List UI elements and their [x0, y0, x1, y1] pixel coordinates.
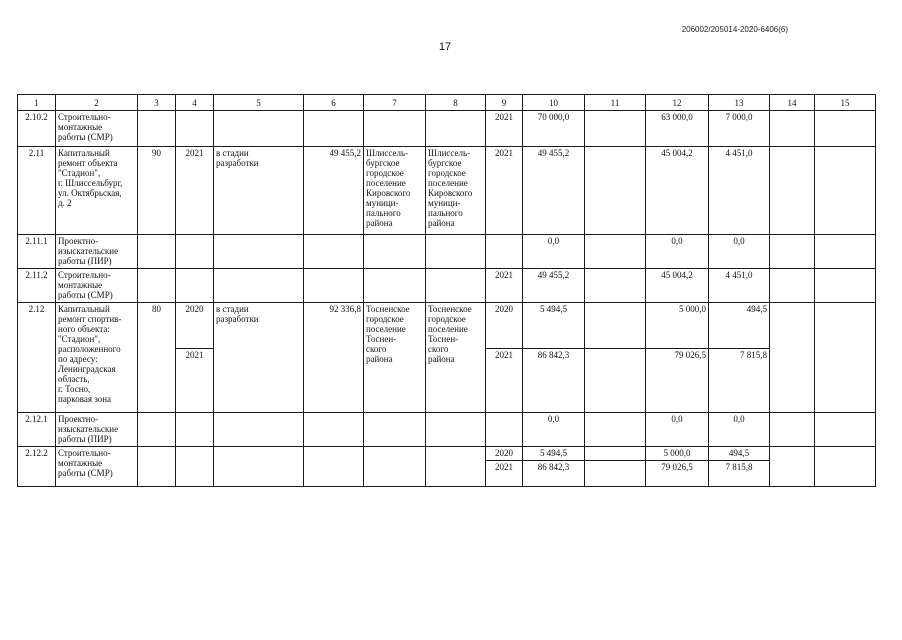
row-year: 2021: [486, 147, 523, 235]
header-row: [18, 95, 876, 111]
column-header: 10: [523, 95, 585, 111]
row-name: Строительно- монтажные работы (СМР): [56, 447, 138, 487]
cell-col8: Тосненское городское поселение Тоснен- ского района: [426, 303, 486, 413]
cell-col10: 70 000,0: [523, 111, 585, 147]
cell-col13: 7 815,8: [709, 349, 770, 413]
cell-col10: 49 455,2: [523, 147, 585, 235]
row-number: 2.12.2: [18, 447, 56, 487]
row-number: 2.11.1: [18, 235, 56, 269]
cell-col12: 5 000,0: [646, 447, 709, 461]
row-name: Строительно- монтажные работы (СМР): [56, 111, 138, 147]
table-row: [18, 413, 876, 447]
cell-col13: 0,0: [709, 235, 770, 269]
row-year: 2021: [486, 111, 523, 147]
cell-col5: в стадии разработки: [214, 147, 304, 235]
cell-col10: 0,0: [523, 413, 585, 447]
cell-col13: 7 815,8: [709, 461, 770, 487]
cell-col3: 90: [138, 147, 176, 235]
cell-col10: 5 494,5: [523, 447, 585, 461]
page-number: 17: [438, 41, 452, 53]
row-year: 2021: [486, 269, 523, 303]
column-header: 5: [214, 95, 304, 111]
cell-col7: Шлиссель- бургское городское поселение Кировского муници- пального района: [364, 147, 426, 235]
cell-col13: 494,5: [709, 303, 770, 349]
cell-col12: 0,0: [646, 413, 709, 447]
column-header: 8: [426, 95, 486, 111]
column-header: 11: [585, 95, 646, 111]
table-row: [18, 303, 876, 349]
column-header: 1: [18, 95, 56, 111]
table-row: [18, 447, 876, 461]
cell-col6: 49 455,2: [304, 147, 364, 235]
column-header: 14: [770, 95, 815, 111]
cell-col10: 5 494,5: [523, 303, 585, 349]
cell-col13: 4 451,0: [709, 269, 770, 303]
column-header: 12: [646, 95, 709, 111]
table-row: [18, 235, 876, 269]
row-name: Капитальный ремонт спортив- ного объекта: "Стадион", расположенного по адресу: Ленинградская область, г. Тосно, парковая зона: [56, 303, 138, 413]
cell-col12: 79 026,5: [646, 461, 709, 487]
column-header: 9: [486, 95, 523, 111]
table-row: [18, 111, 876, 147]
table-row: [18, 269, 876, 303]
row-year: 2021: [486, 461, 523, 487]
cell-col6: 92 336,8: [304, 303, 364, 413]
cell-col5: в стадии разработки: [214, 303, 304, 413]
column-header: 15: [815, 95, 876, 111]
cell-col4: 2021: [176, 147, 214, 235]
column-header: 2: [56, 95, 138, 111]
row-number: 2.12.1: [18, 413, 56, 447]
row-year: 2020: [486, 447, 523, 461]
cell-col10: 86 842,3: [523, 349, 585, 413]
cell-col4: 2020: [176, 303, 214, 349]
program-table: [17, 94, 876, 487]
row-name: Капитальный ремонт объекта "Стадион", г. Шлиссельбург, ул. Октябрьская, д. 2: [56, 147, 138, 235]
column-header: 3: [138, 95, 176, 111]
row-year: 2021: [486, 349, 523, 413]
row-number: 2.11: [18, 147, 56, 235]
row-number: 2.10.2: [18, 111, 56, 147]
column-header: 7: [364, 95, 426, 111]
cell-col3: 80: [138, 303, 176, 413]
row-number: 2.12: [18, 303, 56, 413]
document-id: 206002/205014-2020-6406(6): [681, 25, 788, 34]
row-number: 2.11.2: [18, 269, 56, 303]
row-name: Проектно- изыскательские работы (ПИР): [56, 413, 138, 447]
cell-col7: Тосненское городское поселение Тоснен- ского района: [364, 303, 426, 413]
cell-col12: 0,0: [646, 235, 709, 269]
row-year: 2020: [486, 303, 523, 349]
column-header: 6: [304, 95, 364, 111]
cell-col12: 63 000,0: [646, 111, 709, 147]
cell-col10: 0,0: [523, 235, 585, 269]
cell-col8: Шлиссель- бургское городское поселение Кировского муници- пального района: [426, 147, 486, 235]
column-header: 4: [176, 95, 214, 111]
row-name: Проектно- изыскательские работы (ПИР): [56, 235, 138, 269]
row-name: Строительно- монтажные работы (СМР): [56, 269, 138, 303]
cell-col12: 79 026,5: [646, 349, 709, 413]
cell-col13: 494,5: [709, 447, 770, 461]
cell-col12: 45 004,2: [646, 147, 709, 235]
cell-col13: 0,0: [709, 413, 770, 447]
cell-col10: 49 455,2: [523, 269, 585, 303]
cell-col10: 86 842,3: [523, 461, 585, 487]
column-header: 13: [709, 95, 770, 111]
cell-col4: 2021: [176, 349, 214, 413]
cell-col12: 5 000,0: [646, 303, 709, 349]
cell-col13: 4 451,0: [709, 147, 770, 235]
table-row: [18, 147, 876, 235]
cell-col12: 45 004,2: [646, 269, 709, 303]
cell-col13: 7 000,0: [709, 111, 770, 147]
